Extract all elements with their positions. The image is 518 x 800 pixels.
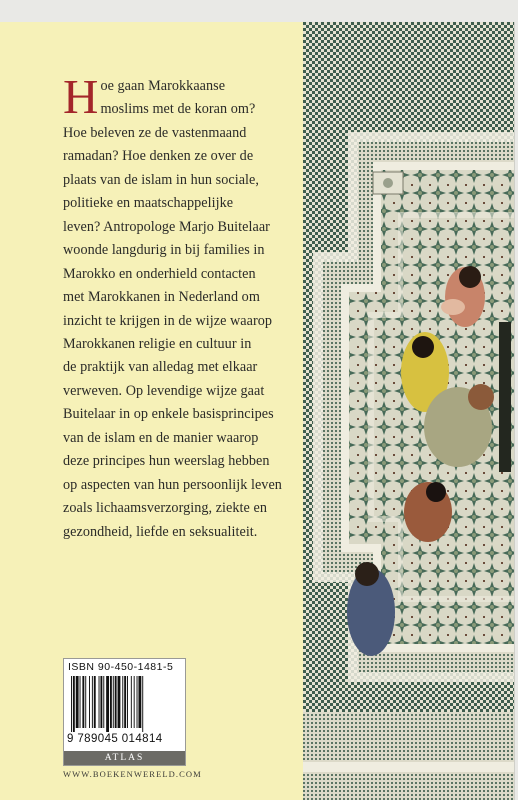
barcode-bar — [127, 676, 128, 728]
website-url: WWW.BOEKENWERELD.COM — [63, 769, 202, 779]
barcode-bar — [115, 676, 117, 728]
mosaic-courtyard-photo — [303, 22, 514, 800]
blurb-line: Marokkanen religie en cultuur in — [63, 335, 252, 352]
blurb-line: ramadan? Hoe denken ze over de — [63, 148, 254, 165]
blurb-line: moslims met de koran om? — [100, 101, 256, 118]
barcode-bar — [124, 676, 126, 728]
barcode-bar — [138, 676, 141, 728]
blurb-line: leven? Antropologe Marjo Buitelaar — [63, 218, 270, 235]
blurb-line: woonde langdurig in bij families in — [63, 242, 265, 259]
barcode-bar — [92, 676, 93, 728]
barcode-bar — [103, 676, 104, 728]
blurb-line: oe gaan Marokkaanse — [100, 78, 226, 94]
barcode-icon — [69, 676, 180, 732]
blurb-line: deze principes hun weerslag hebben — [63, 453, 270, 470]
barcode-bar — [122, 676, 123, 728]
barcode-bar — [113, 676, 114, 728]
barcode-bar — [118, 676, 121, 728]
blurb-line: verweven. Op levendige wijze gaat — [63, 382, 265, 399]
barcode-bar — [131, 676, 132, 728]
barcode-bar — [110, 676, 112, 728]
barcode-bar — [73, 676, 75, 732]
barcode-bar — [85, 676, 86, 728]
barcode-box — [63, 658, 186, 766]
blurb-line: met Marokkanen in Nederland om — [63, 289, 260, 306]
barcode-bar — [94, 676, 96, 728]
drop-cap: H — [63, 69, 99, 124]
blurb-line: op aspecten van hun persoonlijk leven — [63, 476, 282, 493]
blurb-line: zoals lichaamsverzorging, ziekte en — [63, 500, 267, 517]
text-panel — [0, 22, 303, 800]
blurb-line: plaats van de islam in hun sociale, — [63, 171, 259, 188]
barcode-bar — [100, 676, 102, 728]
blurb-line: de praktijk van alledag met elkaar — [63, 359, 258, 376]
barcode-bar — [134, 676, 135, 728]
blurb-line: gezondheid, liefde en seksualiteit. — [63, 523, 258, 540]
barcode-bar — [89, 676, 90, 728]
barcode-bar — [71, 676, 72, 732]
blurb-line: politieke en maatschappelijke — [63, 195, 234, 212]
book-back-cover — [0, 22, 514, 800]
barcode-bar — [106, 676, 109, 732]
barcode-digits: 9 789045 014814 — [67, 733, 163, 745]
blurb-text — [63, 69, 303, 544]
blurb-line: van de islam en de manier waarop — [63, 429, 259, 446]
publisher-name: ATLAS — [64, 751, 185, 765]
isbn-label: ISBN 90-450-1481-5 — [68, 661, 174, 673]
barcode-bar — [99, 676, 100, 728]
cover-photo — [303, 22, 514, 800]
barcode-bar — [82, 676, 84, 728]
blurb-line: inzicht te krijgen in de wijze waarop — [63, 312, 273, 329]
blurb-line: Buitelaar in op enkele basisprincipes — [63, 406, 274, 423]
blurb-line: Marokko en onderhield contacten — [63, 265, 256, 282]
blurb-line: Hoe beleven ze de vastenmaand — [63, 124, 247, 141]
barcode-bar — [137, 676, 138, 728]
barcode-bar — [76, 676, 79, 728]
barcode-bar — [142, 676, 143, 732]
barcode-bar — [80, 676, 81, 728]
